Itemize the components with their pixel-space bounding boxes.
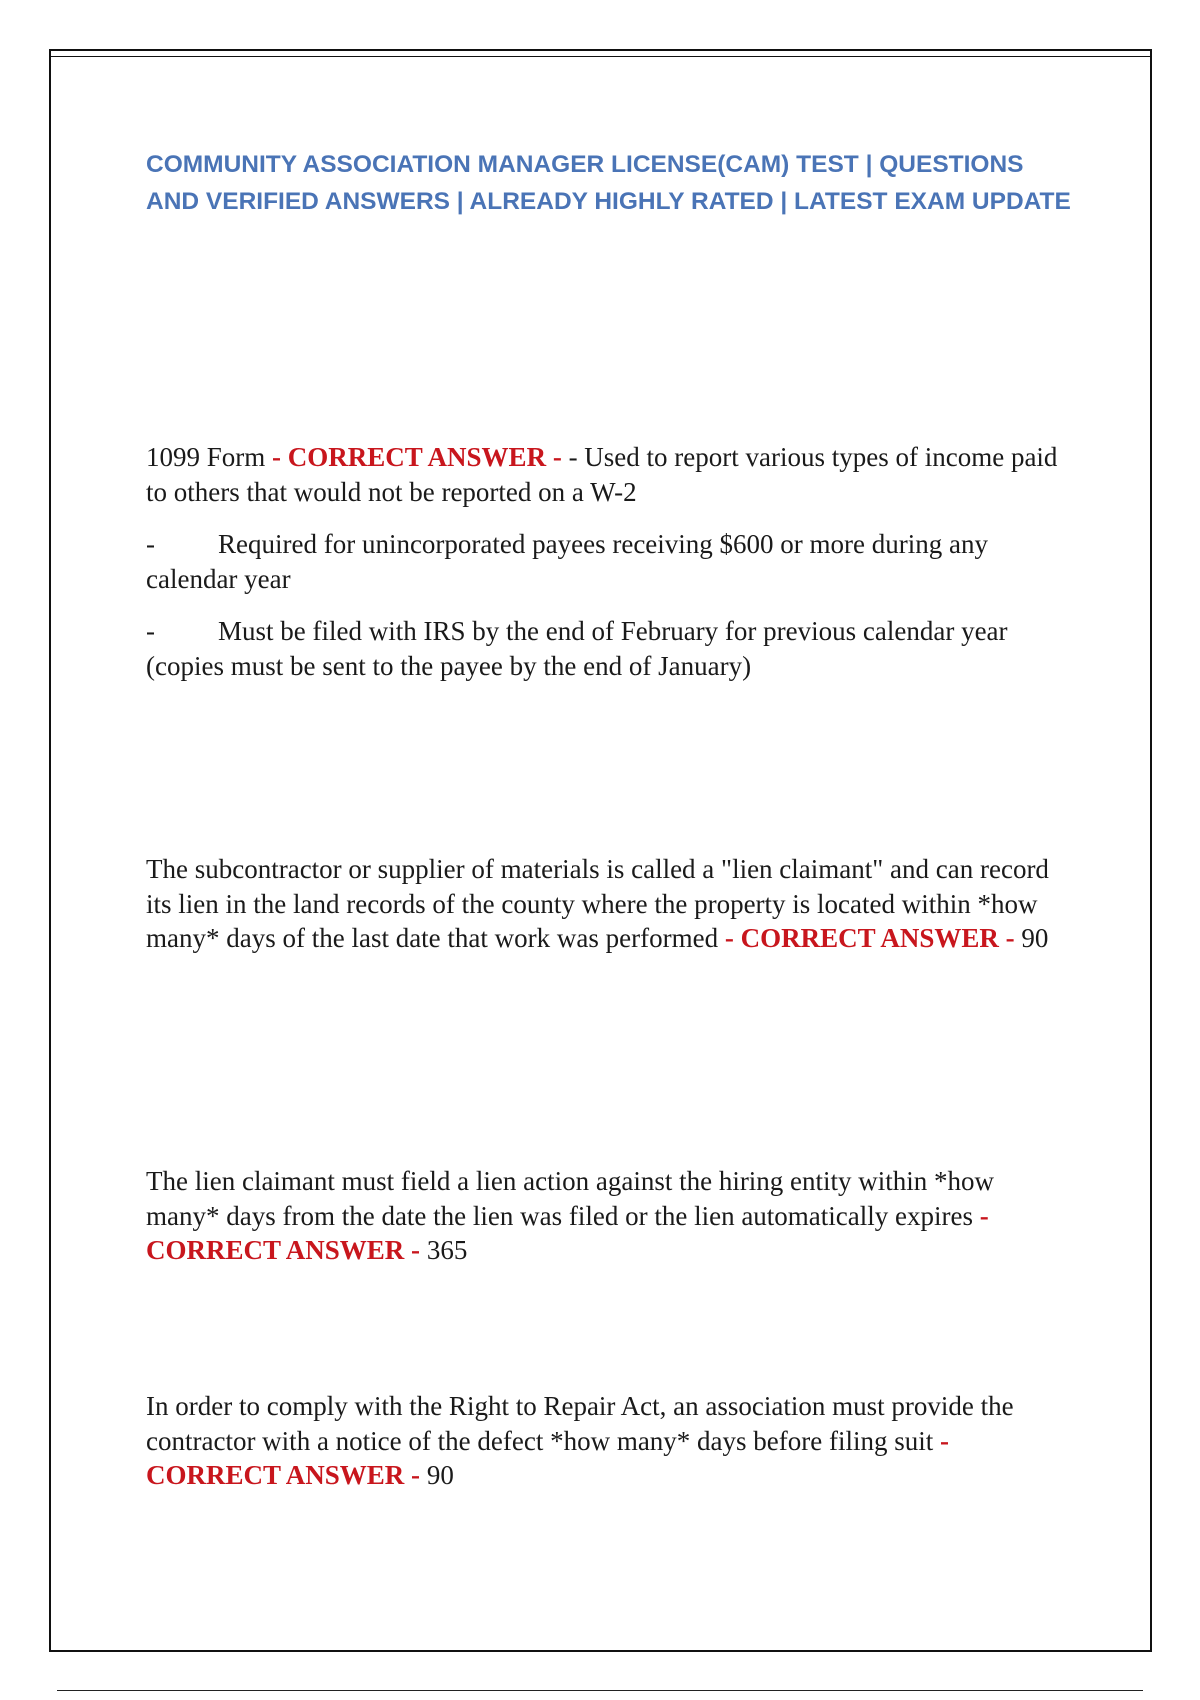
bullet-item (146, 614, 1066, 683)
answer-text: 90 (426, 1460, 454, 1490)
bottom-rule (57, 1690, 1143, 1691)
bullet-dash: - (146, 529, 155, 559)
answer-text: - Used to report various types of income paid to others that would not be reported on a W-2 (146, 442, 1058, 507)
correct-answer-marker: - CORRECT ANSWER - (146, 1200, 989, 1265)
question-text: 1099 Form (146, 442, 266, 472)
qa-item-lien-record-days (146, 852, 1066, 956)
qa-paragraph (146, 1164, 1066, 1268)
correct-answer-marker: - CORRECT ANSWER - (272, 442, 562, 472)
qa-item-lien-action-days (146, 1164, 1066, 1268)
correct-answer-marker: - CORRECT ANSWER - (724, 923, 1015, 953)
document-title: COMMUNITY ASSOCIATION MANAGER LICENSE(CAM) TEST | QUESTIONS AND VERIFIED ANSWERS | ALREADY HIGHLY RATED | LATEST EXAM UPDATE (146, 151, 1071, 215)
question-text: The subcontractor or supplier of materials is called a "lien claimant" and can record its lien in the land records of the county where the property is located within *how many* days of the last date that work was performed (146, 854, 1049, 953)
correct-answer-marker: - CORRECT ANSWER - (146, 1425, 949, 1490)
bullet-item (146, 527, 1066, 596)
qa-paragraph (146, 852, 1066, 956)
qa-paragraph (146, 440, 1066, 509)
qa-item-1099-form (146, 440, 1066, 683)
answer-text: 365 (426, 1235, 468, 1265)
question-text: The lien claimant must field a lien action against the hiring entity within *how many* days from the date the lien was filed or the lien automatically expires (146, 1166, 995, 1231)
bullet-text: Required for unincorporated payees receiving $600 or more during any calendar year (146, 529, 988, 594)
bullet-text: Must be filed with IRS by the end of February for previous calendar year (copies must be sent to the payee by the end of January) (146, 616, 1008, 681)
page-border-top-rule (51, 56, 1150, 57)
answer-text: 90 (1021, 923, 1049, 953)
question-text: In order to comply with the Right to Repair Act, an association must provide the contractor with a notice of the defect *how many* days before filing suit (146, 1391, 1014, 1456)
qa-item-right-to-repair (146, 1389, 1066, 1493)
bullet-dash: - (146, 616, 155, 646)
qa-paragraph (146, 1389, 1066, 1493)
